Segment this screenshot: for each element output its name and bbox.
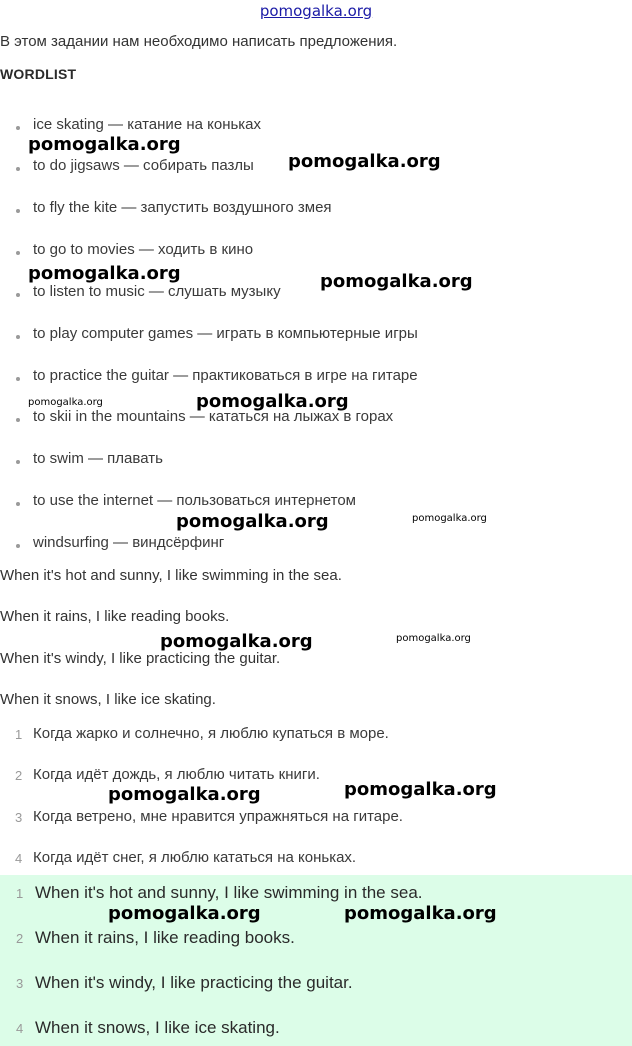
item-number: 3 (16, 976, 24, 991)
translation-text: Когда жарко и солнечно, я люблю купаться в море. (33, 725, 389, 742)
item-number: 1 (16, 886, 24, 901)
translation-text: Когда идёт дождь, я люблю читать книги. (33, 766, 320, 783)
bullet-dot (16, 335, 20, 339)
watermark: pomogalka.org (288, 151, 441, 172)
watermark: pomogalka.org (28, 263, 181, 284)
bullet-dot (16, 418, 20, 422)
list-item: to listen to music — слушать музыку (33, 283, 281, 300)
list-item: to skii in the mountains — кататься на лыжах в горах (33, 408, 394, 425)
watermark: pomogalka.org (28, 397, 103, 408)
list-item: to go to movies — ходить в кино (33, 241, 254, 258)
list-item: to swim — плавать (33, 450, 163, 467)
answer-text: When it rains, I like reading books. (35, 928, 295, 947)
watermark: pomogalka.org (108, 903, 261, 924)
item-number: 2 (16, 931, 24, 946)
item-number: 4 (16, 1021, 24, 1036)
watermark: pomogalka.org (396, 633, 471, 644)
item-number: 1 (15, 727, 23, 742)
bullet-dot (16, 251, 20, 255)
translation-text: Когда ветрено, мне нравится упражняться на гитаре. (33, 808, 403, 825)
list-item: to fly the kite — запустить воздушного змея (33, 199, 332, 216)
list-item: to practice the guitar — практиковаться в игре на гитаре (33, 367, 418, 384)
answer-text: When it's windy, I like practicing the guitar. (35, 973, 353, 992)
site-link[interactable]: pomogalka.org (259, 2, 373, 20)
item-number: 2 (15, 768, 23, 783)
watermark: pomogalka.org (344, 779, 497, 800)
bullet-dot (16, 209, 20, 213)
watermark: pomogalka.org (320, 271, 473, 292)
bullet-dot (16, 293, 20, 297)
watermark: pomogalka.org (344, 903, 497, 924)
wordlist-heading: WORDLIST (0, 66, 77, 82)
bullet-dot (16, 544, 20, 548)
item-number: 3 (15, 810, 23, 825)
sentence: When it's windy, I like practicing the guitar. (0, 650, 281, 667)
list-item: to use the internet — пользоваться интернетом (33, 492, 356, 509)
sentence: When it's hot and sunny, I like swimming in the sea. (0, 567, 342, 584)
list-item: windsurfing — виндсёрфинг (33, 534, 225, 551)
bullet-dot (16, 167, 20, 171)
watermark: pomogalka.org (412, 513, 487, 524)
answer-text: When it's hot and sunny, I like swimming in the sea. (35, 883, 423, 902)
bullet-dot (16, 126, 20, 130)
answer-text: When it snows, I like ice skating. (35, 1018, 280, 1037)
bullet-dot (16, 502, 20, 506)
watermark: pomogalka.org (176, 511, 329, 532)
watermark: pomogalka.org (28, 134, 181, 155)
watermark: pomogalka.org (160, 631, 313, 652)
sentence: When it rains, I like reading books. (0, 608, 230, 625)
list-item: to play computer games — играть в компьютерные игры (33, 325, 418, 342)
bullet-dot (16, 460, 20, 464)
translation-text: Когда идёт снег, я люблю кататься на коньках. (33, 849, 357, 866)
list-item: to do jigsaws — собирать пазлы (33, 157, 254, 174)
intro-text: В этом задании нам необходимо написать предложения. (0, 33, 398, 50)
watermark: pomogalka.org (108, 784, 261, 805)
watermark: pomogalka.org (196, 391, 349, 412)
list-item: ice skating — катание на коньках (33, 116, 262, 133)
sentence: When it snows, I like ice skating. (0, 691, 216, 708)
bullet-dot (16, 377, 20, 381)
item-number: 4 (15, 851, 23, 866)
